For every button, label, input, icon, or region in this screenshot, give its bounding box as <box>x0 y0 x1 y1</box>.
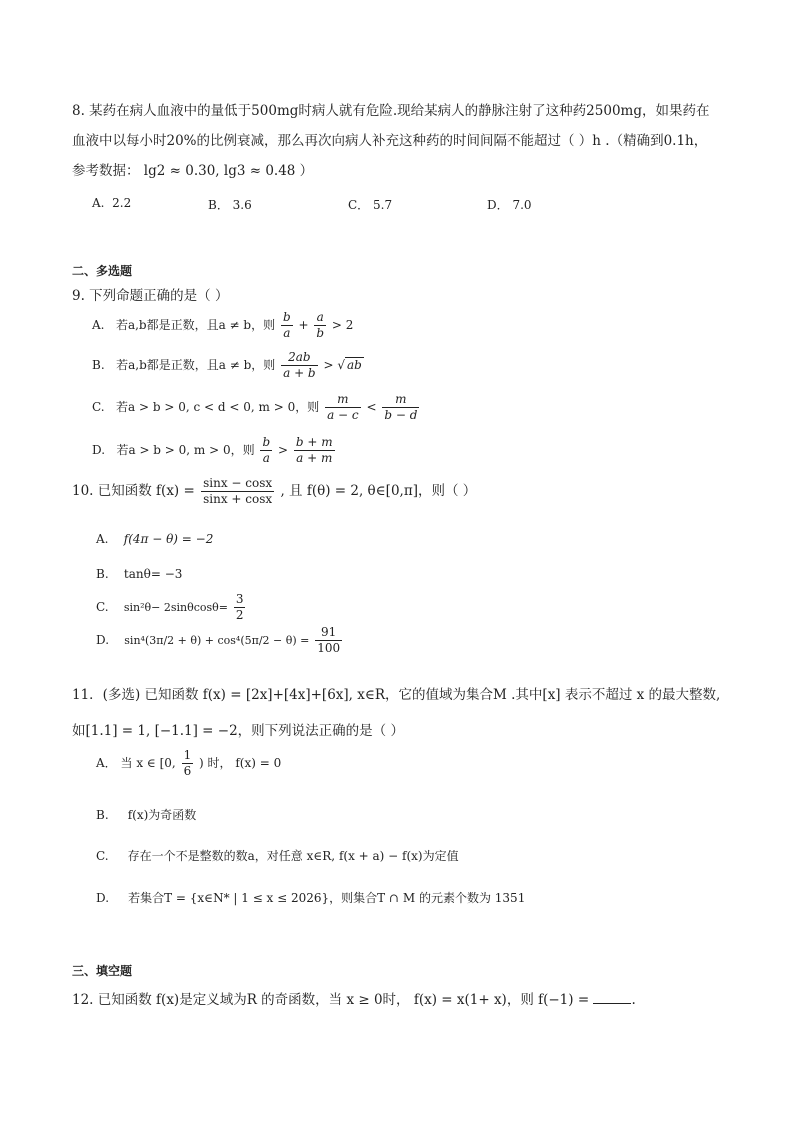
denominator: 2 <box>235 608 244 622</box>
numerator: 3 <box>235 592 244 606</box>
q9-option-c <box>92 392 421 423</box>
option-text: tanθ= −3 <box>123 567 183 581</box>
q8-option-b <box>208 196 252 213</box>
fraction <box>294 435 335 466</box>
option-text: 若a,b都是正数，且a ≠ b，则 <box>115 318 276 332</box>
q11-line1: 11．(多选) 已知函数 f(x) = [2x]+[4x]+[6x], x∈R，它的值域为集合M .其中[x] 表示不超过 x 的最大整数, <box>72 687 721 703</box>
q8-line1: 8. 某药在病人血液中的量低于500mg时病人就有危险.现给某病人的静脉注射了这种药2500mg，如果药在 <box>72 103 710 119</box>
option-label: D． <box>487 198 509 212</box>
option-text: ) 时， f(x) = 0 <box>199 756 282 770</box>
denominator: a + m <box>296 451 333 465</box>
q9-option-d <box>92 435 337 466</box>
fraction <box>201 476 274 507</box>
option-text: 若a > b > 0, c < d < 0, m > 0，则 <box>116 400 320 414</box>
option-text: sin⁴(3π/2 + θ) + cos⁴(5π/2 − θ) = <box>124 634 310 647</box>
option-label: D. <box>92 443 106 457</box>
option-label: C. <box>92 400 105 414</box>
numerator: 2ab <box>281 350 318 366</box>
stem-text: 10. 已知函数 f(x) = <box>72 483 195 499</box>
option-label: C． <box>348 198 370 212</box>
option-label: B. <box>96 808 109 822</box>
denominator: b <box>316 326 325 340</box>
denominator: b − d <box>384 408 418 422</box>
numerator: 1 <box>183 748 192 762</box>
option-text: f(x)为奇函数 <box>127 808 197 822</box>
q9-option-b <box>92 350 364 381</box>
q11-line2: 如[1.1] = 1, [−1.1] = −2，则下列说法正确的是（ ） <box>72 723 404 739</box>
q10-option-a <box>96 532 213 546</box>
numerator: b <box>282 310 291 324</box>
denominator: a − c <box>327 408 359 422</box>
stem-text: 12. 已知函数 f(x)是定义域为R 的奇函数，当 x ≥ 0时， f(x) = x(1+ x)，则 f(−1) = <box>72 992 590 1008</box>
option-text: 2.2 <box>112 196 132 210</box>
answer-blank <box>593 991 631 1004</box>
option-text: 7.0 <box>512 198 532 212</box>
option-label: D. <box>96 633 110 647</box>
q10-stem <box>72 476 476 507</box>
denominator: a <box>283 326 291 340</box>
operator: + <box>298 318 309 332</box>
fraction <box>281 350 318 381</box>
q10-option-c <box>96 592 247 623</box>
numerator: 91 <box>315 625 342 641</box>
denominator: a + b <box>283 366 316 380</box>
numerator: m <box>325 392 361 408</box>
numerator: b <box>262 435 271 449</box>
q10-option-b <box>96 567 182 581</box>
option-label: B． <box>208 198 229 212</box>
option-label: B. <box>92 358 105 372</box>
sqrt-icon: √ <box>337 358 345 372</box>
section-heading-fill-in: 三、填空题 <box>72 964 133 978</box>
option-label: D. <box>96 891 110 905</box>
fraction <box>315 625 342 656</box>
q8-line3: 参考数据： lg2 ≈ 0.30, lg3 ≈ 0.48 ） <box>72 163 314 179</box>
option-text: 若a > b > 0, m > 0，则 <box>116 443 255 457</box>
option-label: C. <box>96 600 109 614</box>
option-text: f(4π − θ) = −2 <box>123 532 214 546</box>
numerator: a <box>314 310 326 326</box>
q8-option-d <box>487 196 532 213</box>
option-text: 若集合T = {x∈N* | 1 ≤ x ≤ 2026}，则集合T ∩ M 的元素个数为 1351 <box>128 891 526 905</box>
option-text: 5.7 <box>373 198 393 212</box>
radicand: ab <box>347 358 362 372</box>
fraction <box>182 748 194 779</box>
fraction <box>260 435 272 466</box>
option-text: 3.6 <box>232 198 252 212</box>
option-text: 当 x ∈ [0, <box>120 756 176 770</box>
q8-option-a <box>92 196 131 210</box>
numerator: m <box>382 392 419 408</box>
section-heading-multiple-choice: 二、多选题 <box>72 264 133 278</box>
denominator: sinx + cosx <box>203 492 273 506</box>
q11-option-c <box>96 847 459 864</box>
q9-option-a <box>92 310 353 341</box>
fraction <box>314 310 326 341</box>
fraction <box>325 392 361 423</box>
denominator: a <box>262 451 270 465</box>
operator: > <box>323 358 334 372</box>
option-text: 若a,b都是正数，且a ≠ b，则 <box>116 358 276 372</box>
fraction <box>234 592 246 623</box>
q9-stem: 9. 下列命题正确的是（ ） <box>72 288 229 304</box>
numerator: b + m <box>295 435 333 449</box>
stem-text: , 且 f(θ) = 2, θ∈[0,π]，则（ ） <box>280 483 477 499</box>
fraction <box>382 392 419 423</box>
option-label: A. <box>92 318 105 332</box>
operator: > <box>277 443 289 457</box>
option-label: A. <box>92 196 105 210</box>
q10-option-d <box>96 625 344 656</box>
q11-option-d <box>96 889 525 906</box>
option-text: > 2 <box>331 318 354 332</box>
q11-option-a <box>96 748 281 779</box>
denominator: 6 <box>183 764 192 778</box>
denominator: 100 <box>317 641 341 655</box>
q11-option-b <box>96 806 196 823</box>
option-label: A． <box>96 756 117 770</box>
operator: < <box>366 400 377 414</box>
fraction <box>281 310 293 341</box>
option-text: 存在一个不是整数的数a，对任意 x∈R, f(x + a) − f(x)为定值 <box>127 849 459 863</box>
q8-option-c <box>348 196 392 213</box>
option-label: B. <box>96 567 109 581</box>
q8-line2: 血液中以每小时20%的比例衰减，那么再次向病人补充这种药的时间间隔不能超过（ ）h .（精确到0.1h， <box>72 133 708 149</box>
q12-stem <box>72 990 636 1010</box>
stem-text: . <box>631 992 636 1008</box>
option-text: sin²θ− 2sinθcosθ= <box>123 601 228 614</box>
option-label: A. <box>96 532 109 546</box>
numerator: sinx − cosx <box>203 476 273 490</box>
option-label: C. <box>96 849 109 863</box>
